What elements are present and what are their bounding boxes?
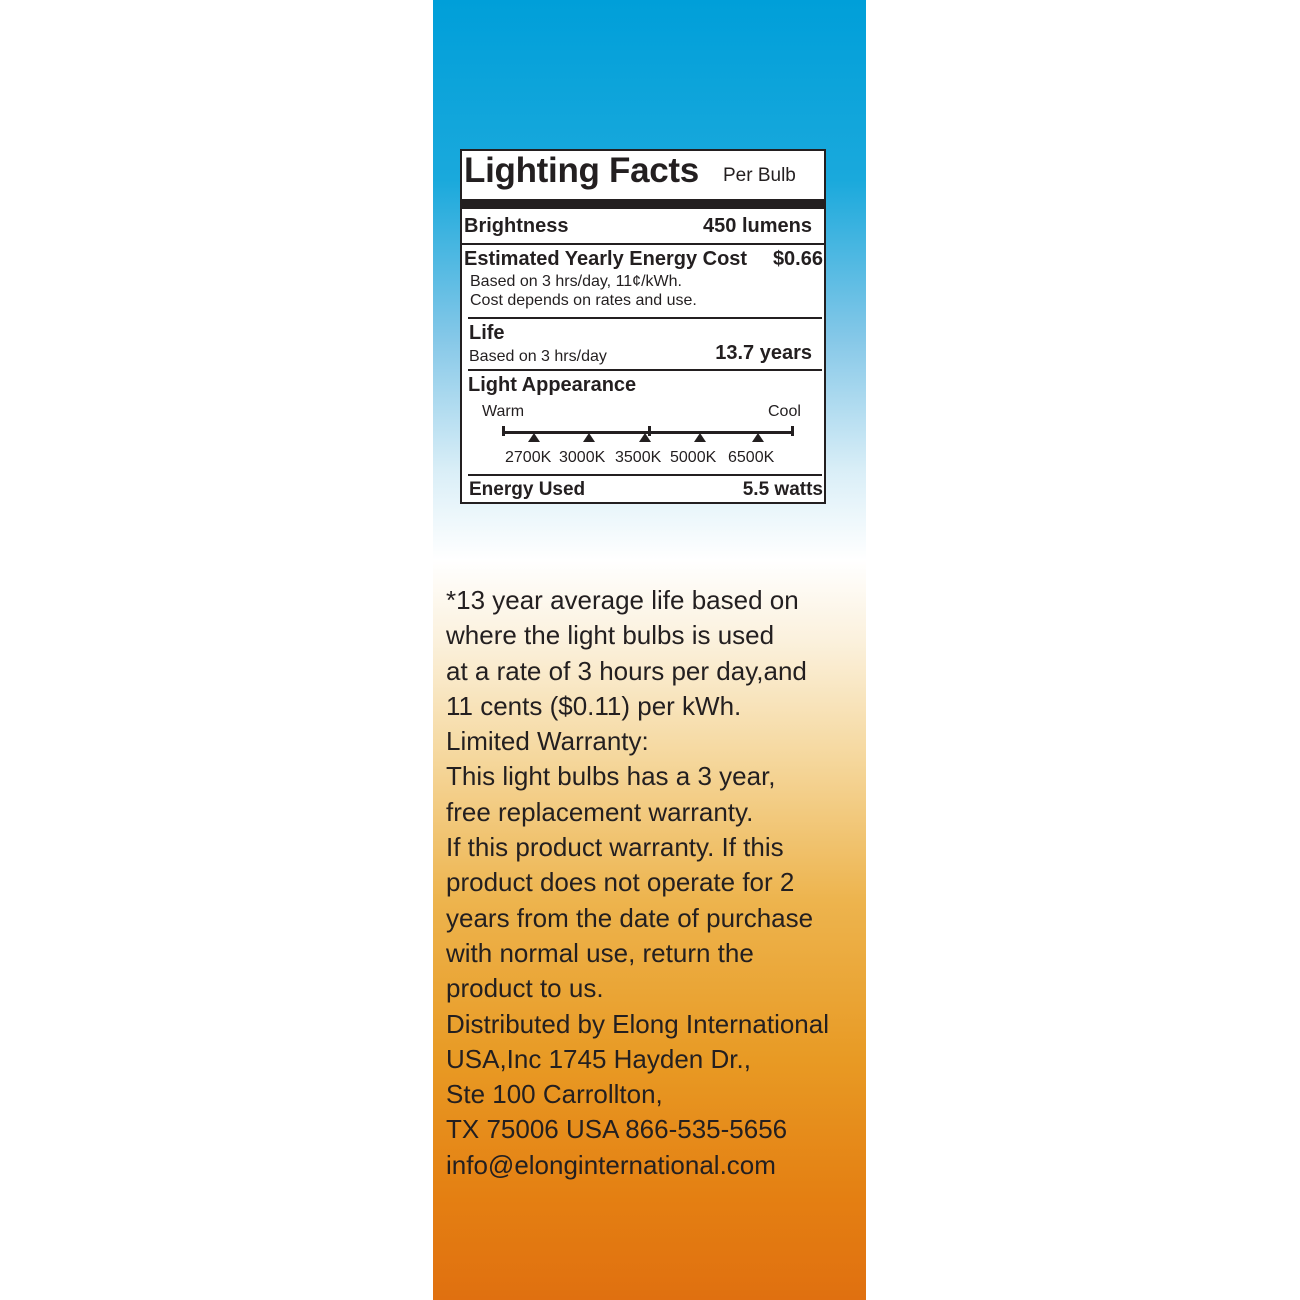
note-line: product to us. [446, 973, 604, 1004]
life-note: Based on 3 hrs/day [469, 348, 607, 365]
life-value: 13.7 years [715, 342, 812, 364]
lighting-facts-label [460, 149, 826, 504]
temp-marker-3500 [639, 433, 651, 442]
cost-label: Estimated Yearly Energy Cost [464, 248, 748, 270]
note-line: Ste 100 Carrollton, [446, 1079, 663, 1110]
energy-value: 5.5 watts [742, 479, 823, 500]
energy-label: Energy Used [469, 479, 586, 500]
temp-label-3000: 3000K [559, 449, 606, 466]
scale-tick-left [502, 426, 505, 436]
note-line: free replacement warranty. [446, 796, 754, 827]
cost-note-depends: Cost depends on rates and use. [470, 292, 697, 309]
note-line: at a rate of 3 hours per day,and [446, 655, 807, 686]
note-line: This light bulbs has a 3 year, [446, 761, 776, 792]
divider-brightness [462, 243, 824, 245]
cost-note-rate: Based on 3 hrs/day, 11¢/kWh. [470, 273, 682, 290]
warranty-notes [446, 583, 856, 1183]
title-divider [462, 199, 824, 209]
note-line: years from the date of purchase [446, 902, 814, 933]
temp-marker-3000 [583, 433, 595, 442]
appearance-warm: Warm [482, 403, 525, 420]
note-line: 11 cents ($0.11) per kWh. [446, 690, 742, 721]
note-line: If this product warranty. If this [446, 832, 784, 863]
divider-life [468, 369, 822, 371]
brightness-label: Brightness [464, 215, 569, 237]
temp-marker-5000 [694, 433, 706, 442]
note-line: product does not operate for 2 [446, 867, 795, 898]
note-line: USA,Inc 1745 Hayden Dr., [446, 1043, 751, 1074]
note-line: *13 year average life based on [446, 585, 799, 615]
divider-appearance [468, 474, 822, 476]
life-label: Life [469, 322, 505, 344]
note-line: where the light bulbs is used [446, 620, 775, 651]
note-line: Limited Warranty: [446, 726, 649, 757]
temp-label-5000: 5000K [670, 449, 717, 466]
note-line: Distributed by Elong International [446, 1008, 830, 1039]
temp-label-3500: 3500K [615, 449, 662, 466]
cost-value: $0.66 [772, 248, 823, 270]
scale-tick-right [791, 426, 794, 436]
note-line: info@elonginternational.com [446, 1149, 776, 1180]
note-line: with normal use, return the [446, 937, 754, 968]
temp-marker-2700 [528, 433, 540, 442]
brightness-value: 450 lumens [703, 215, 812, 237]
divider-cost [468, 317, 822, 319]
appearance-label: Light Appearance [468, 374, 637, 396]
appearance-cool: Cool [768, 403, 801, 420]
temp-marker-6500 [752, 433, 764, 442]
temp-label-6500: 6500K [728, 449, 775, 466]
note-line: TX 75006 USA 866-535-5656 [446, 1114, 788, 1145]
temp-label-2700: 2700K [505, 449, 552, 466]
label-per-bulb: Per Bulb [723, 165, 796, 186]
label-title: Lighting Facts [464, 151, 699, 190]
